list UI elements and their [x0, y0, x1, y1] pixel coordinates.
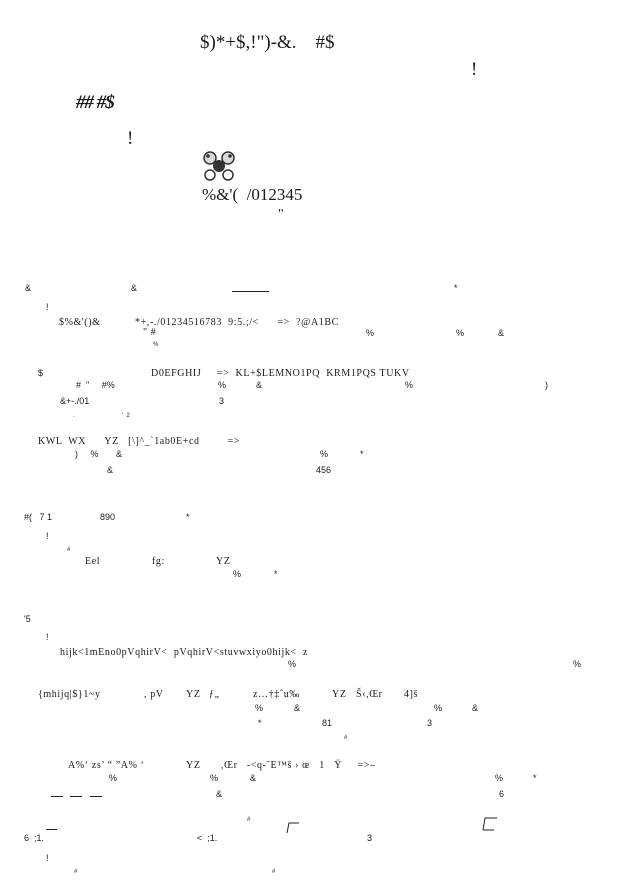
text-fragment: Š‹,Œr [356, 689, 383, 700]
dash-rule [70, 796, 82, 797]
text-fragment: * [186, 512, 190, 522]
text-fragment: *+,-./01234516783 9:5.;/< => ?@A1BC [135, 317, 339, 328]
text-fragment: YZ [186, 760, 201, 771]
text-fragment: % [255, 703, 264, 713]
text-fragment: ! [46, 853, 49, 863]
text-fragment: 6 [499, 789, 505, 799]
text-fragment: YZ [332, 689, 347, 700]
text-fragment: % [233, 569, 242, 579]
text-fragment: ) [545, 380, 548, 390]
text-fragment: % [434, 703, 443, 713]
text-fragment: # [272, 869, 276, 875]
org-sub-mark: " [278, 207, 284, 222]
text-fragment: % [573, 659, 582, 669]
text-fragment: 3 [219, 396, 225, 406]
text-fragment: hijk<1mEno0pVqhirV< pVqhirV<stuvwxiyo0hijk< z [60, 647, 308, 658]
text-fragment: , pV [144, 689, 164, 700]
text-fragment: % [366, 328, 375, 338]
corner-mark-icon [482, 817, 498, 831]
text-fragment: & [294, 703, 301, 713]
text-fragment: YZ [216, 556, 231, 567]
text-fragment: # [67, 547, 71, 553]
org-logo-icon [202, 150, 238, 182]
text-fragment: 6 ;1. [24, 833, 45, 843]
text-fragment: * [533, 773, 537, 783]
text-fragment: % [210, 773, 219, 783]
signature-line [232, 291, 269, 292]
document-title: $)*+$,!")-&. #$ [200, 32, 335, 53]
text-fragment: KWL WX YZ [\]^_`1ab0E+cd => [38, 436, 241, 447]
text-fragment: ! [46, 302, 49, 312]
text-fragment: * [258, 718, 262, 728]
dash-rule [90, 796, 102, 797]
text-fragment: 3 [367, 833, 373, 843]
text-fragment: ! [46, 632, 49, 642]
text-fragment: # [247, 817, 251, 823]
text-fragment: & [498, 328, 505, 338]
text-fragment: . [73, 413, 75, 419]
text-fragment: 890 [100, 512, 116, 522]
text-fragment: * [274, 569, 278, 579]
text-fragment: #( 7 1 [24, 512, 53, 522]
text-fragment: % [218, 380, 227, 390]
text-fragment: YZ [186, 689, 201, 700]
section-heading: ## #$ [76, 92, 114, 113]
text-fragment: " # [143, 327, 157, 338]
text-fragment: Eel [85, 556, 101, 567]
text-fragment: % [288, 659, 297, 669]
text-fragment: & [131, 283, 138, 293]
text-fragment: & [216, 789, 223, 799]
text-fragment: * [360, 449, 364, 459]
text-fragment: ,Œr -<q-˜E™š › œ 1 Ÿ =>– [221, 760, 376, 771]
text-fragment: ' 2 [122, 413, 130, 419]
text-fragment: & [472, 703, 479, 713]
text-fragment: # [74, 869, 78, 875]
heading-mark-left: ! [127, 128, 134, 149]
corner-mark-icon [286, 822, 300, 834]
text-fragment: & [107, 465, 114, 475]
text-fragment: A%‘ zs’ “ ”A% ‘ [68, 760, 145, 771]
text-fragment: % [320, 449, 329, 459]
text-fragment: ! [46, 531, 49, 541]
text-fragment: % [153, 342, 159, 348]
text-fragment: {mhijq|$}1~y [38, 689, 101, 700]
text-fragment: &+-./01 [60, 396, 90, 406]
text-fragment: 456 [316, 465, 332, 475]
text-fragment: % [405, 380, 414, 390]
text-fragment: '5 [24, 614, 31, 624]
text-fragment: & [256, 380, 263, 390]
text-fragment: % [109, 773, 118, 783]
text-fragment: $ [38, 368, 44, 378]
short-rule [46, 829, 57, 830]
text-fragment: < ;1. [197, 833, 218, 843]
text-fragment: & [250, 773, 257, 783]
text-fragment: * [454, 283, 458, 293]
text-fragment: 81 [322, 718, 333, 728]
text-fragment: & [25, 283, 32, 293]
text-fragment: fg: [152, 556, 165, 567]
text-fragment: % [495, 773, 504, 783]
text-fragment: $%&'()& [59, 317, 101, 328]
org-name: %&'( /012345 [202, 185, 303, 204]
text-fragment: 3 [427, 718, 433, 728]
text-fragment: # " #% [76, 380, 115, 390]
text-fragment: # [344, 735, 348, 741]
text-fragment: 4]š [404, 689, 419, 700]
title-mark-right: ! [471, 59, 478, 80]
text-fragment: z…†‡ˆu‰ [253, 689, 300, 700]
text-fragment: % [456, 328, 465, 338]
text-fragment: ƒ„ [209, 689, 220, 700]
text-fragment: D0EFGHIJ => KL+$LEMNO1PQ KRM1PQS TUKV [151, 368, 410, 379]
dash-rule [51, 796, 63, 797]
text-fragment: ) % & [75, 449, 123, 459]
